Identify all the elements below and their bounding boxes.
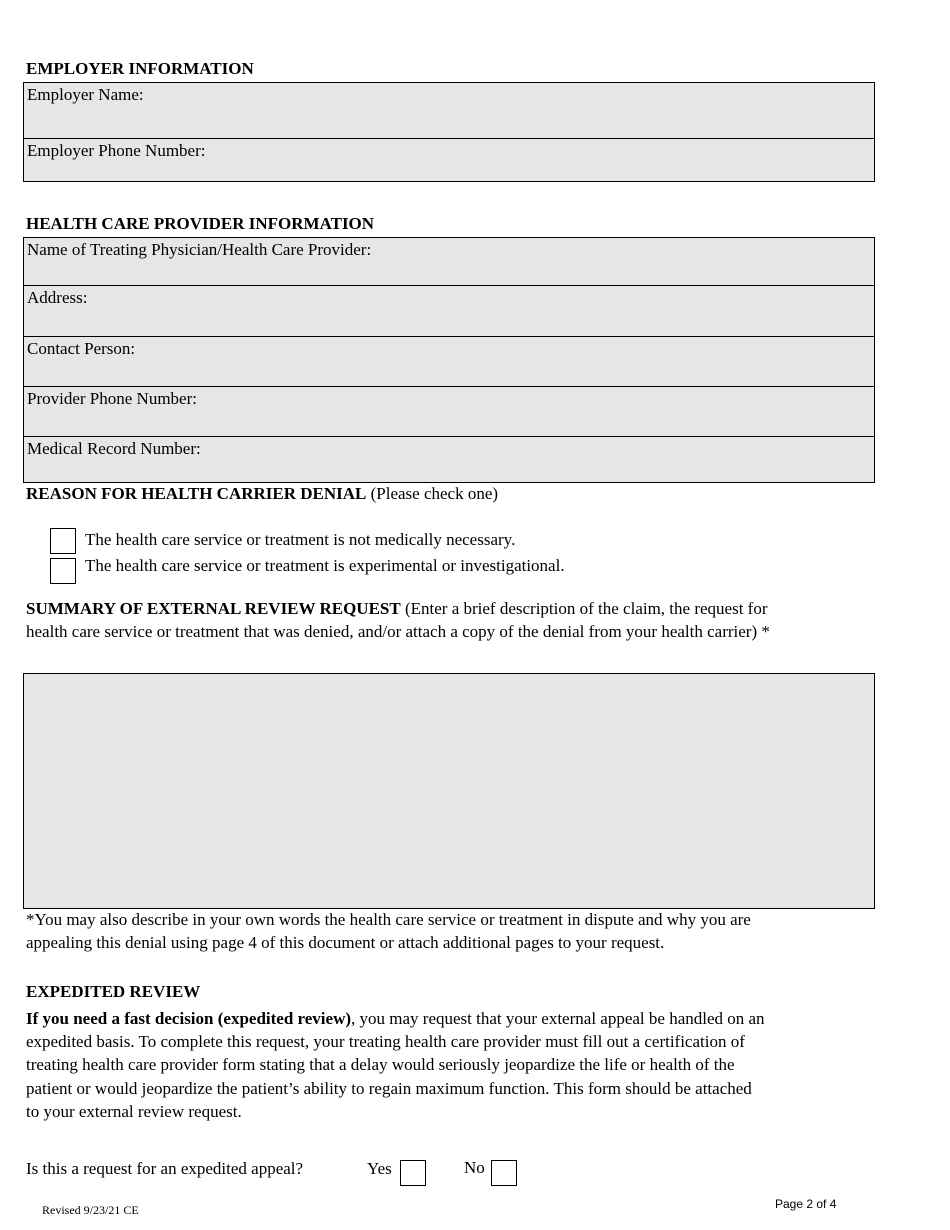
expedited-question: Is this a request for an expedited appeal?	[26, 1159, 304, 1178]
provider-phone-label: Provider Phone Number:	[27, 389, 197, 408]
revision-note: Revised 9/23/21 CE	[42, 1203, 139, 1217]
medical-record-label: Medical Record Number:	[27, 439, 201, 458]
summary-note-line1: *You may also describe in your own words the health care service or treatment in dispute and why you are	[26, 910, 751, 929]
expedited-line3: treating health care provider form stating that a delay would seriously jeopardize the life or health of the	[26, 1055, 735, 1074]
expedited-section-heading: EXPEDITED REVIEW	[26, 982, 201, 1001]
page-number: Page 2 of 4	[775, 1197, 837, 1211]
provider-name-field[interactable]	[24, 238, 874, 286]
expedited-line2: expedited basis. To complete this request, your treating health care provider must fill out a certification of	[26, 1032, 745, 1051]
reason-heading-text: REASON FOR HEALTH CARRIER DENIAL	[26, 484, 367, 503]
provider-phone-field[interactable]	[24, 387, 874, 437]
provider-section-heading: HEALTH CARE PROVIDER INFORMATION	[26, 214, 375, 233]
expedited-line5: to your external review request.	[26, 1102, 242, 1121]
reason-option-experimental: The health care service or treatment is experimental or investigational.	[85, 556, 565, 575]
provider-address-field[interactable]	[24, 286, 874, 337]
summary-note-line2: appealing this denial using page 4 of this document or attach additional pages to your request.	[26, 933, 665, 952]
expedited-yes-checkbox[interactable]	[400, 1160, 426, 1186]
expedited-line4: patient or would jeopardize the patient’s ability to regain maximum function. This form should be attached	[26, 1079, 752, 1098]
summary-instruction-line2: health care service or treatment that was denied, and/or attach a copy of the denial from your health carrier) *	[26, 622, 770, 641]
summary-textarea[interactable]	[23, 673, 875, 909]
medical-record-field[interactable]	[24, 437, 874, 483]
yes-label: Yes	[367, 1159, 392, 1178]
reason-instruction: (Please check one)	[366, 484, 499, 503]
not-medically-necessary-checkbox[interactable]	[50, 528, 76, 554]
employer-phone-label: Employer Phone Number:	[27, 141, 206, 160]
provider-address-label: Address:	[27, 288, 88, 307]
provider-info-box	[23, 237, 875, 483]
employer-info-box	[23, 82, 875, 182]
no-label: No	[464, 1158, 485, 1177]
experimental-checkbox[interactable]	[50, 558, 76, 584]
summary-heading-text: SUMMARY OF EXTERNAL REVIEW REQUEST	[26, 599, 401, 618]
summary-heading-line	[26, 599, 768, 619]
provider-contact-label: Contact Person:	[27, 339, 136, 358]
employer-phone-field[interactable]	[24, 139, 874, 182]
expedited-line1	[26, 1009, 765, 1029]
expedited-line1-rest: , you may request that your external appeal be handled on an	[351, 1009, 765, 1028]
reason-section-heading	[26, 484, 498, 504]
reason-option-not-necessary: The health care service or treatment is not medically necessary.	[85, 530, 516, 549]
employer-name-label: Employer Name:	[27, 85, 144, 104]
employer-name-field[interactable]	[24, 83, 874, 139]
employer-section-heading: EMPLOYER INFORMATION	[26, 59, 254, 78]
provider-name-label: Name of Treating Physician/Health Care Provider:	[27, 240, 372, 259]
provider-contact-field[interactable]	[24, 337, 874, 387]
expedited-no-checkbox[interactable]	[491, 1160, 517, 1186]
expedited-bold-lead: If you need a fast decision (expedited review)	[26, 1009, 352, 1028]
summary-instruction-line1: (Enter a brief description of the claim, the request for	[400, 599, 768, 618]
